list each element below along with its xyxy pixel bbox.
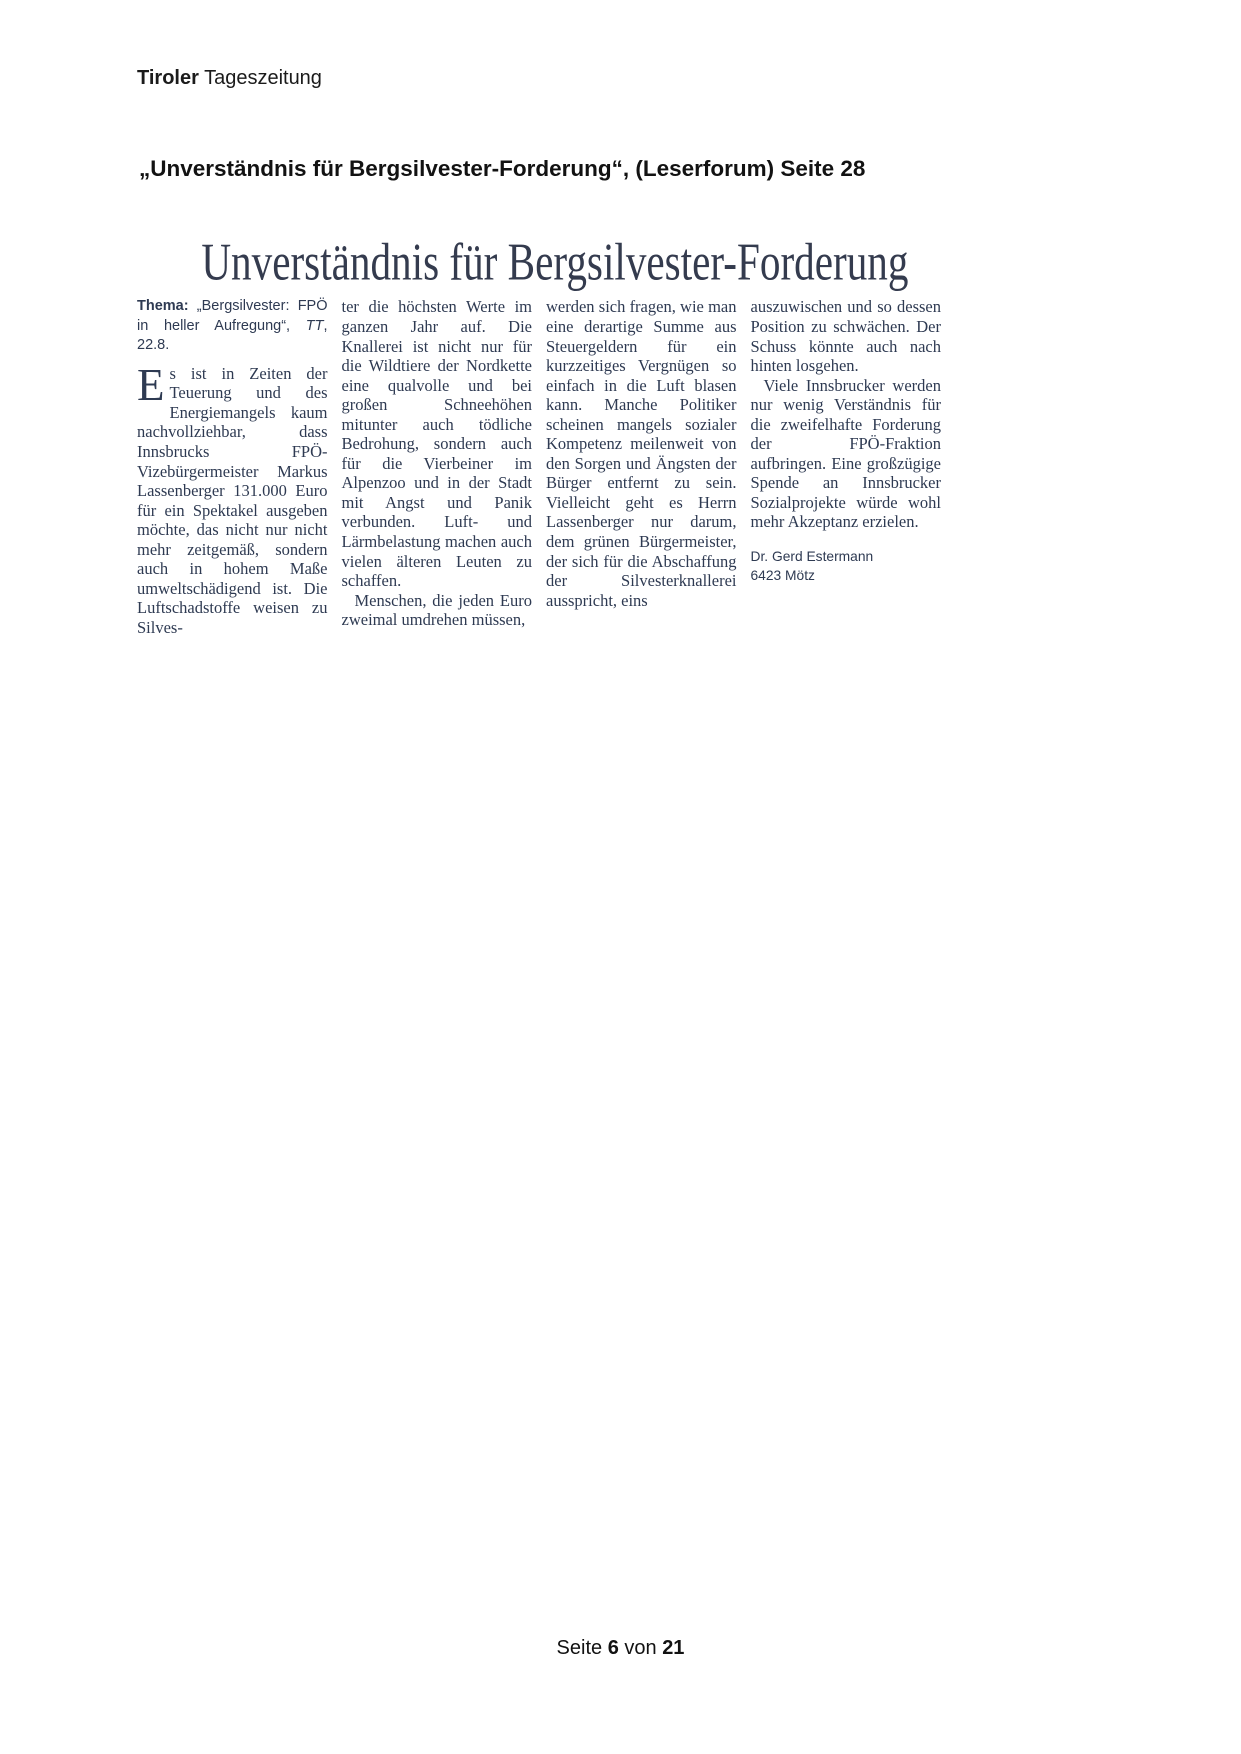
- thema-quote: „Bergsilvester: FPÖ in heller Aufregung“,: [137, 298, 328, 334]
- paragraph-continuation: werden sich fragen, wie man eine derartige Summe aus Steuergeldern für ein kurzzeitiges Vergnügen so einfach in die Luft blasen kann. Manche Politiker scheinen mangels sozialer Kompetenz meilenweit von den Sorgen und Ängsten der Bürger entfernt zu sein. Vielleicht geht es Herrn Lassenberger nur darum, dem grünen Bürgermeister, der sich für die Abschaffung der Silvesterknallerei ausspricht, eins: [546, 297, 737, 610]
- footer-page-number: 6: [607, 1637, 619, 1659]
- brand-name-regular: Tageszeitung: [198, 67, 322, 89]
- article-columns: [137, 297, 941, 637]
- signature-location: 6423 Mötz: [750, 567, 815, 583]
- article-headline: Unverständnis für Bergsilvester-Forderung: [201, 231, 909, 292]
- subject-line: „Unverständnis für Bergsilvester-Forderung“, (Leserforum) Seite 28: [139, 156, 866, 181]
- drop-cap: E: [137, 359, 165, 410]
- thema-source: TT: [305, 317, 324, 334]
- footer-prefix: Seite: [556, 1637, 608, 1659]
- signature: [751, 548, 942, 585]
- paragraph-menschen: Menschen, die jeden Euro zweimal umdrehen müssen,: [341, 590, 532, 630]
- paragraph-viele-innsbrucker: Viele Innsbrucker werden nur wenig Verständnis für die zweifelhafte Forderung der FPÖ-Fraktion aufbringen. Eine großzügige Spende an Innsbrucker Sozialprojekte würde wohl mehr Akzeptanz erzielen.: [750, 375, 941, 532]
- article-column-1: [137, 297, 328, 637]
- article-column-2: [342, 297, 533, 637]
- paragraph-continuation: ter die höchsten Werte im ganzen Jahr auf. Die Knallerei ist nicht nur für die Wildtiere der Nordkette eine qualvolle und bei großen Schneehöhen mitunter auch tödliche Bedrohung, sondern auch für die Vierbeiner im Alpenzoo und in der Stadt mit Angst und Panik verbunden. Luft- und Lärmbelastung machen auch vielen älteren Leuten zu schaffen.: [341, 297, 532, 591]
- brand-name-bold: Tiroler: [137, 67, 199, 89]
- article-column-3: [546, 297, 737, 637]
- signature-name: Dr. Gerd Estermann: [750, 549, 874, 564]
- newspaper-clipping: [137, 231, 941, 637]
- paragraph-opening-text: s ist in Zeiten der Teuerung und des Energiemangels kaum nachvollziehbar, dass Innsbrucks FPÖ-Vizebürgermeister Markus Lassenberger 131.000 Euro für ein Spektakel ausgeben möchte, das nicht nur nicht mehr zeitgemäß, sondern auch in hohem Maße umweltschädigend ist. Die Luftschadstoffe weisen zu Silves-: [137, 363, 328, 637]
- article-column-4: [751, 297, 942, 637]
- footer-middle: von: [618, 1637, 663, 1659]
- thema-date: , 22.8.: [137, 317, 328, 353]
- page-footer: [0, 1637, 1241, 1660]
- footer-total-pages: 21: [662, 1637, 685, 1659]
- paragraph-continuation: auszuwischen und so dessen Position zu schwächen. Der Schuss könnte auch nach hinten losgehen.: [750, 297, 941, 376]
- thema-label: Thema:: [137, 298, 189, 315]
- paragraph-opening: [137, 359, 328, 638]
- newspaper-brand: [137, 66, 322, 90]
- thema-line: [137, 297, 328, 354]
